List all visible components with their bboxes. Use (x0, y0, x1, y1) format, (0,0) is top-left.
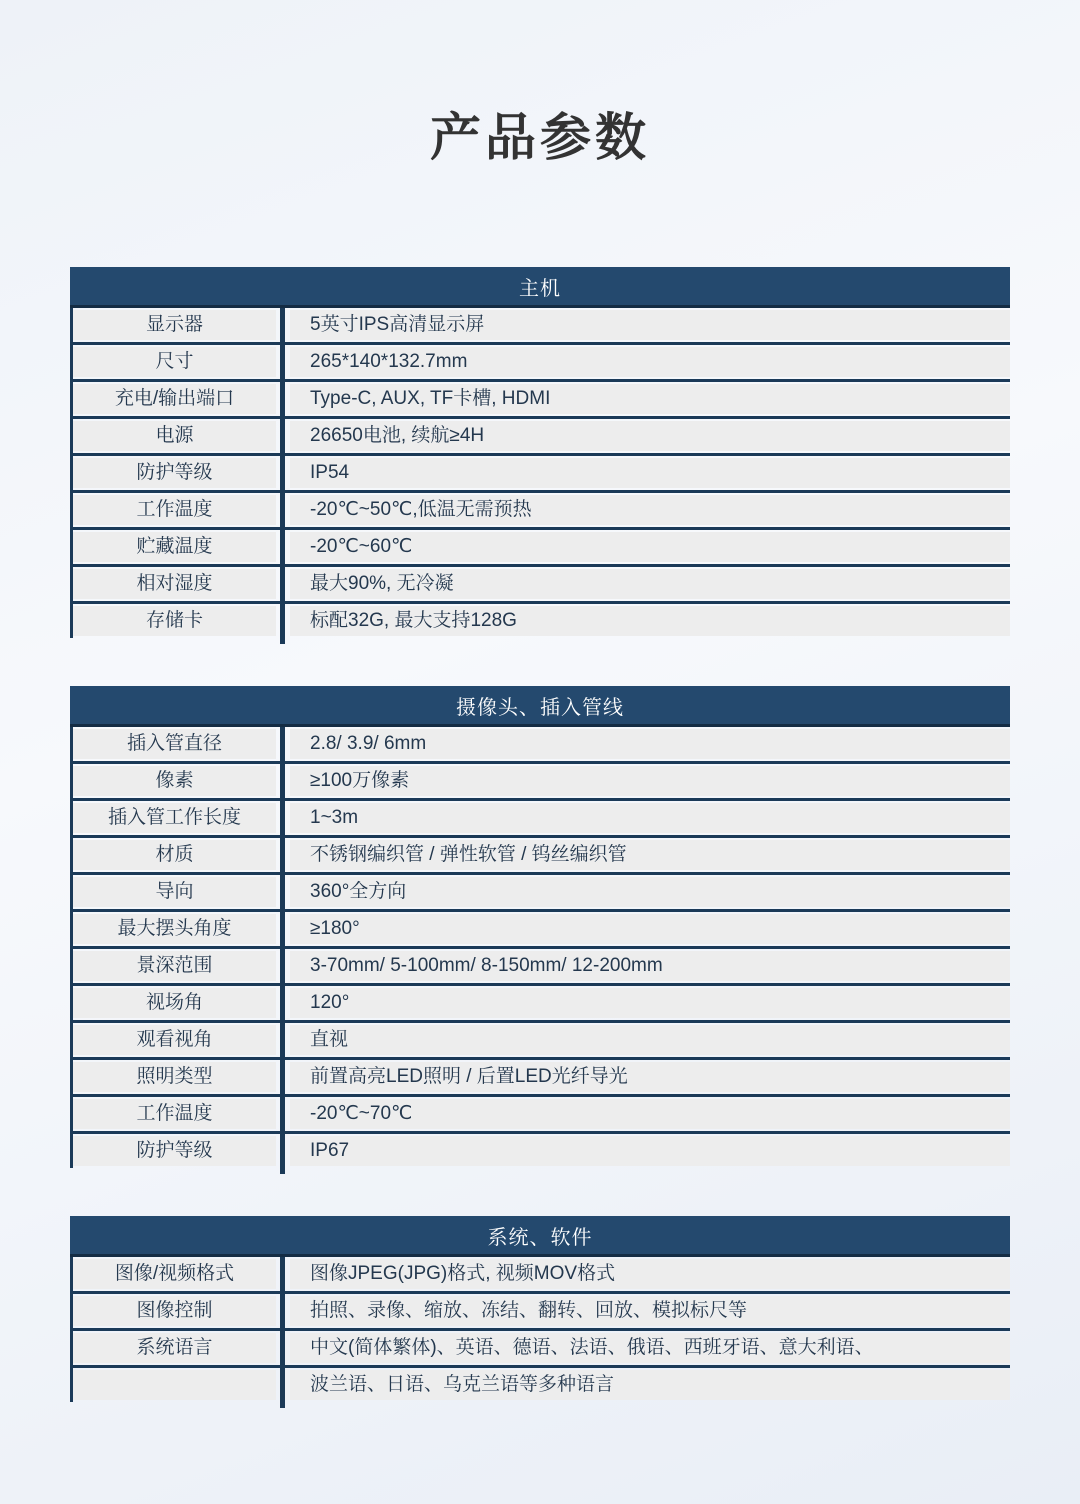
spec-label: 观看视角 (73, 1025, 276, 1055)
spec-label: 工作温度 (73, 495, 276, 525)
table-row (73, 1294, 1010, 1331)
table-row (73, 567, 1010, 604)
table-row (73, 456, 1010, 493)
spec-value: 360°全方向 (290, 877, 1010, 907)
spec-tables-container (70, 267, 1010, 1402)
spec-table (70, 1216, 1010, 1402)
spec-table (70, 686, 1010, 1168)
spec-value: IP54 (290, 458, 1010, 488)
table-body (70, 308, 1010, 638)
spec-value: IP67 (290, 1136, 1010, 1166)
column-divider (280, 727, 285, 1174)
spec-value: Type-C, AUX, TF卡槽, HDMI (290, 384, 1010, 414)
table-row (73, 1097, 1010, 1134)
spec-label: 插入管直径 (73, 729, 276, 759)
spec-label: 相对湿度 (73, 569, 276, 599)
spec-value: ≥180° (290, 914, 1010, 944)
table-row (73, 1134, 1010, 1168)
spec-value: 前置高亮LED照明 / 后置LED光纤导光 (290, 1062, 1010, 1092)
spec-label: 景深范围 (73, 951, 276, 981)
table-header: 系统、软件 (70, 1216, 1010, 1257)
table-row (73, 493, 1010, 530)
spec-label: 工作温度 (73, 1099, 276, 1129)
spec-value: 1~3m (290, 803, 1010, 833)
table-row (73, 345, 1010, 382)
table-row (73, 1060, 1010, 1097)
table-row (73, 382, 1010, 419)
column-divider (280, 308, 285, 644)
spec-value: -20℃~70℃ (290, 1099, 1010, 1129)
spec-value: -20℃~60℃ (290, 532, 1010, 562)
table-row (73, 875, 1010, 912)
table-row (73, 838, 1010, 875)
table-row (73, 1023, 1010, 1060)
spec-value: 波兰语、日语、乌克兰语等多种语言 (290, 1370, 1010, 1400)
spec-value: 5英寸IPS高清显示屏 (290, 310, 1010, 340)
spec-value: 拍照、录像、缩放、冻结、翻转、回放、模拟标尺等 (290, 1296, 1010, 1326)
table-header: 摄像头、插入管线 (70, 686, 1010, 727)
spec-label: 系统语言 (73, 1333, 276, 1363)
spec-value: -20℃~50℃,低温无需预热 (290, 495, 1010, 525)
table-row (73, 949, 1010, 986)
spec-label: 图像控制 (73, 1296, 276, 1326)
spec-value: 26650电池, 续航≥4H (290, 421, 1010, 451)
table-row (73, 604, 1010, 638)
column-divider (280, 1257, 285, 1408)
spec-value: 直视 (290, 1025, 1010, 1055)
table-row (73, 912, 1010, 949)
spec-label: 图像/视频格式 (73, 1259, 276, 1289)
spec-label: 充电/输出端口 (73, 384, 276, 414)
spec-label: 存储卡 (73, 606, 276, 636)
spec-label (73, 1370, 276, 1400)
table-row (73, 986, 1010, 1023)
table-header: 主机 (70, 267, 1010, 308)
table-row (73, 727, 1010, 764)
spec-label: 视场角 (73, 988, 276, 1018)
table-row (73, 530, 1010, 567)
spec-value: 120° (290, 988, 1010, 1018)
spec-label: 防护等级 (73, 1136, 276, 1166)
table-row (73, 801, 1010, 838)
spec-value: 中文(简体繁体)、英语、德语、法语、俄语、西班牙语、意大利语、 (290, 1333, 1010, 1363)
page-title: 产品参数 (429, 109, 650, 166)
table-row (73, 1331, 1010, 1368)
spec-label: 最大摆头角度 (73, 914, 276, 944)
spec-label: 显示器 (73, 310, 276, 340)
spec-value: 最大90%, 无冷凝 (290, 569, 1010, 599)
spec-label: 照明类型 (73, 1062, 276, 1092)
table-row (73, 764, 1010, 801)
spec-label: 插入管工作长度 (73, 803, 276, 833)
spec-value: 标配32G, 最大支持128G (290, 606, 1010, 636)
table-row (73, 308, 1010, 345)
spec-value: 2.8/ 3.9/ 6mm (290, 729, 1010, 759)
spec-value: 265*140*132.7mm (290, 347, 1010, 377)
spec-label: 电源 (73, 421, 276, 451)
spec-label: 防护等级 (73, 458, 276, 488)
table-row (73, 419, 1010, 456)
spec-label: 材质 (73, 840, 276, 870)
spec-value: 3-70mm/ 5-100mm/ 8-150mm/ 12-200mm (290, 951, 1010, 981)
spec-value: ≥100万像素 (290, 766, 1010, 796)
spec-label: 导向 (73, 877, 276, 907)
spec-value: 图像JPEG(JPG)格式, 视频MOV格式 (290, 1259, 1010, 1289)
spec-label: 贮藏温度 (73, 532, 276, 562)
spec-value: 不锈钢编织管 / 弹性软管 / 钨丝编织管 (290, 840, 1010, 870)
spec-table (70, 267, 1010, 638)
table-row (73, 1257, 1010, 1294)
table-body (70, 1257, 1010, 1402)
spec-label: 像素 (73, 766, 276, 796)
spec-label: 尺寸 (73, 347, 276, 377)
table-body (70, 727, 1010, 1168)
table-row (73, 1368, 1010, 1402)
